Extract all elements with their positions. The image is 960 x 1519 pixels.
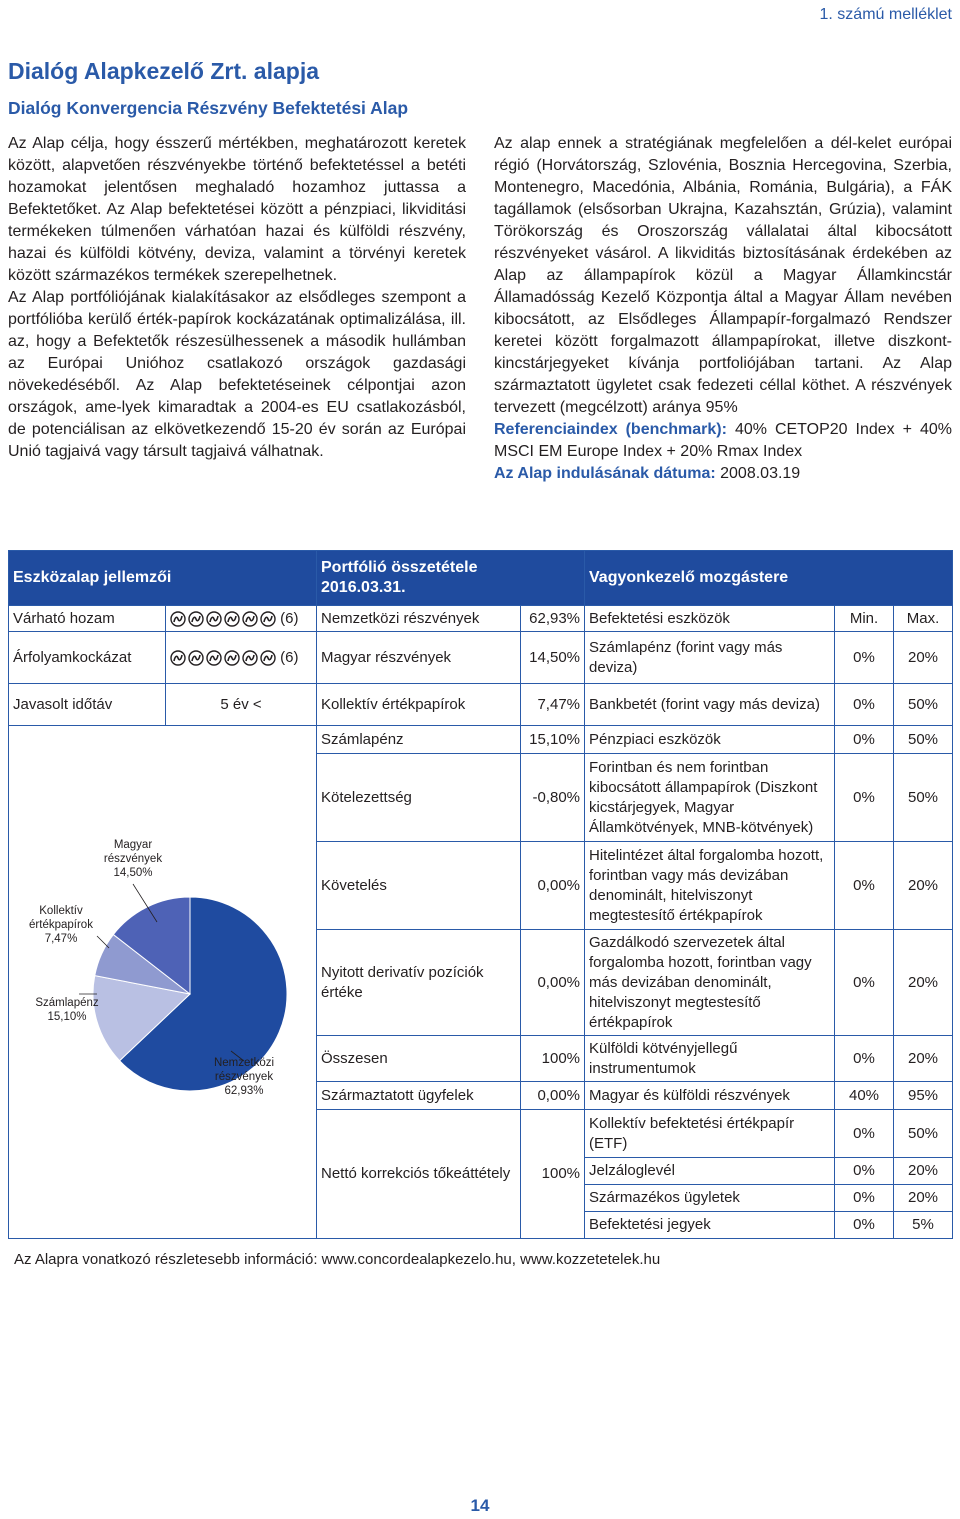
more-info-text: Az Alapra vonatkozó részletesebb információ: www.concordealapkezelo.hu, www.kozzetetelek.hu	[14, 1251, 661, 1268]
price-risk-rating	[166, 632, 317, 684]
feature-label: Várható hozam	[9, 606, 166, 632]
risk-rating-icon	[260, 611, 276, 627]
mandate-min: 0%	[835, 930, 894, 1036]
mandate-header-name: Befektetési eszközök	[585, 606, 835, 632]
fund-title: Dialóg Konvergencia Részvény Befektetési Alap	[8, 98, 409, 118]
mandate-name: Forintban és nem forintban kibocsátott állampapírok (Diszkont kicstárjegyek, Magyar Államkötvények, MNB-kötvények)	[585, 754, 835, 842]
pie-label-line: 62,93%	[224, 1085, 264, 1097]
mandate-header-min: Min.	[835, 606, 894, 632]
mandate-name: Hitelintézet által forgalomba hozott, forintban vagy más devizában denominált, hitelviszonyt megtestesítő értékpapírok	[585, 842, 835, 930]
portfolio-name: Származtatott ügyfelek	[317, 1082, 521, 1110]
mandate-max: 5%	[894, 1212, 953, 1239]
expected-return-rating	[166, 606, 317, 632]
mandate-name: Számlapénz (forint vagy más deviza)	[585, 632, 835, 684]
table-row	[9, 606, 953, 632]
feature-label: Árfolyamkockázat	[9, 632, 166, 684]
risk-rating-icon	[206, 611, 222, 627]
pie-label-cash	[29, 996, 105, 1024]
rating-value: (6)	[280, 648, 299, 666]
mandate-name: Kollektív befektetési értékpapír (ETF)	[585, 1110, 835, 1158]
portfolio-pie-chart	[9, 726, 309, 1236]
mandate-header-max: Max.	[894, 606, 953, 632]
mandate-max: 20%	[894, 632, 953, 684]
start-date-label: Az Alap indulásának dátuma:	[494, 465, 716, 482]
mandate-name: Pénzpiaci eszközök	[585, 726, 835, 754]
benchmark-label: Referenciaindex (benchmark):	[494, 421, 727, 438]
pie-label-line: 15,10%	[47, 1011, 87, 1023]
risk-rating-icon	[260, 650, 276, 666]
company-title: Dialóg Alapkezelő Zrt. alapja	[8, 58, 320, 84]
header-features: Eszközalap jellemzői	[9, 551, 317, 606]
mandate-max: 50%	[894, 684, 953, 726]
mandate-max: 50%	[894, 1110, 953, 1158]
rating-value: (6)	[280, 609, 299, 627]
header-portfolio-title: Portfólió összetétele	[321, 559, 478, 576]
pie-label-line: részvények	[214, 1071, 274, 1083]
benchmark-paragraph	[494, 419, 952, 463]
start-date-value: 2008.03.19	[720, 465, 801, 482]
portfolio-name: Kötelezettség	[317, 754, 521, 842]
portfolio-name: Nyitott derivatív pozíciók értéke	[317, 930, 521, 1036]
mandate-max: 95%	[894, 1082, 953, 1110]
horizon-value: 5 év <	[166, 684, 317, 726]
portfolio-pie-chart-cell	[9, 726, 317, 1239]
mandate-max: 20%	[894, 1158, 953, 1185]
pie-label-line: részvények	[103, 853, 163, 865]
feature-label: Javasolt időtáv	[9, 684, 166, 726]
benchmark-value: 40% CETOP20 Index + 40% MSCI EM Europe Index + 20% Rmax Index	[494, 421, 953, 460]
mandate-max: 20%	[894, 1036, 953, 1082]
mandate-min: 0%	[835, 754, 894, 842]
mandate-min: 0%	[835, 684, 894, 726]
start-date-paragraph	[494, 463, 952, 485]
pie-label-line: Nemzetközi	[213, 1057, 275, 1069]
fund-characteristics-table	[8, 550, 953, 1239]
table-row	[9, 632, 953, 684]
portfolio-name: Követelés	[317, 842, 521, 930]
risk-rating-icon	[224, 611, 240, 627]
mandate-name: Magyar és külföldi részvények	[585, 1082, 835, 1110]
portfolio-name: Nettó korrekciós tőkeáttétely	[317, 1110, 521, 1239]
pie-label-line: értékpapírok	[29, 919, 93, 931]
risk-rating-icon	[188, 650, 204, 666]
mandate-min: 0%	[835, 1110, 894, 1158]
mandate-max: 20%	[894, 1185, 953, 1212]
mandate-max: 20%	[894, 842, 953, 930]
mandate-min: 0%	[835, 1036, 894, 1082]
risk-rating-icon	[170, 650, 186, 666]
mandate-min: 0%	[835, 632, 894, 684]
risk-rating-icon	[206, 650, 222, 666]
table-header-row	[9, 551, 953, 606]
mandate-min: 0%	[835, 1212, 894, 1239]
portfolio-value: 0,00%	[521, 1082, 585, 1110]
pie-label-line: Számlapénz	[35, 997, 99, 1009]
portfolio-value: 100%	[521, 1110, 585, 1239]
mandate-name: Külföldi kötvényjellegű instrumentumok	[585, 1036, 835, 1082]
risk-rating-icon	[188, 611, 204, 627]
pie-label-line: 14,50%	[113, 867, 153, 879]
mandate-name: Bankbetét (forint vagy más deviza)	[585, 684, 835, 726]
mandate-min: 0%	[835, 1185, 894, 1212]
pie-label-line: 7,47%	[44, 933, 78, 945]
table-row	[9, 726, 953, 754]
portfolio-principle-paragraph: Az Alap portfóliójának kialakításakor az elsődleges szempont a portfólióba kerülő érték-papírok kockázatának optimalizálása, ill. az, hogy a Befektetők részesülhessenek a második hullámban az Európai Unióhoz csatlakozó országok gazdasági növekedéséből. Az Alap befektetéseinek célpontjai azon országok, ame-lyek kimaradtak a 2004-es EU csatlakozásból, de potenciálisan az elkövetkezendő 15-20 év során az Európai Unió tagjaivá vagy társult tagjaivá válhatnak.	[8, 289, 466, 460]
header-mandate: Vagyonkezelő mozgástere	[585, 551, 953, 606]
page-number: 14	[470, 1496, 490, 1515]
pie-label-line: Magyar	[113, 839, 153, 851]
portfolio-value: 14,50%	[521, 632, 585, 684]
table-row	[9, 684, 953, 726]
risk-rating-icon	[170, 611, 186, 627]
portfolio-value: 100%	[521, 1036, 585, 1082]
portfolio-value: -0,80%	[521, 754, 585, 842]
rating-icons	[170, 650, 276, 666]
portfolio-value: 15,10%	[521, 726, 585, 754]
portfolio-name: Összesen	[317, 1036, 521, 1082]
portfolio-name: Kollektív értékpapírok	[317, 684, 521, 726]
mandate-max: 50%	[894, 726, 953, 754]
fund-description-right	[494, 133, 952, 485]
mandate-max: 20%	[894, 930, 953, 1036]
strategy-paragraph: Az alap ennek a stratégiának megfelelően a dél-kelet európai régió (Horvátország, Szlovénia, Bosznia Hercegovina, Szerbia, Montenegro, Macedónia, Albánia, Románia, Bulgária), a FÁK tagállamok (elsősorban Ukrajna, Kazahsztán, Grúzia), valamint Törökország és Oroszország vállalatai által kibocsátott részvényeket vásárol. A likviditás biztosításának érdekében az Alap az állampapírok közül a Magyar Államkincstár Államadósság Kezelő Központja által a Magyar Állam nevében kibocsátott, az Elsődleges Állampapír-forgalmazó Rendszer keretei között forgalmazott állampapírokat, illetve diszkont-kincstárjegyeket kívánja portfoliójában tartani. Az Alap származtatott ügyletet csak fedezeti céllal köthet. A részvények tervezett (megcélzott) aránya 95%	[494, 135, 952, 416]
portfolio-value: 7,47%	[521, 684, 585, 726]
mandate-name: Származékos ügyletek	[585, 1185, 835, 1212]
pie-label-line: Kollektív	[39, 905, 83, 917]
header-portfolio-date: 2016.03.31.	[321, 579, 406, 596]
risk-rating-icon	[242, 650, 258, 666]
mandate-min: 0%	[835, 1158, 894, 1185]
portfolio-value: 0,00%	[521, 842, 585, 930]
mandate-min: 0%	[835, 842, 894, 930]
pie-label-collective	[23, 904, 99, 946]
annex-label: 1. számú melléklet	[819, 6, 952, 23]
mandate-min: 0%	[835, 726, 894, 754]
fund-goal-paragraph: Az Alap célja, hogy ésszerű mértékben, meghatározott keretek között, alapvetően részvényekbe történő befektetéssel a betéti hozamokat jelentősen meghaladó hozamhoz juttassa a Befektetőket. Az Alap befektetései között a pénzpiaci, likviditási termékeken túlmenően várhatóan hazai és külföldi részvény, hazai és külföldi kötvény, deviza, valamint a törvényi keretek között származékos termékek szerepelhetnek.	[8, 135, 466, 284]
header-portfolio	[317, 551, 585, 606]
portfolio-name: Számlapénz	[317, 726, 521, 754]
mandate-name: Gazdálkodó szervezetek által forgalomba hozott, forintban vagy más devizában denominált, hitelviszonyt megtestesítő értékpapírok	[585, 930, 835, 1036]
portfolio-value: 62,93%	[521, 606, 585, 632]
mandate-name: Befektetési jegyek	[585, 1212, 835, 1239]
pie-label-hungarian	[95, 838, 171, 880]
portfolio-name: Nemzetközi részvények	[317, 606, 521, 632]
risk-rating-icon	[224, 650, 240, 666]
mandate-min: 40%	[835, 1082, 894, 1110]
portfolio-name: Magyar részvények	[317, 632, 521, 684]
rating-icons	[170, 611, 276, 627]
risk-rating-icon	[242, 611, 258, 627]
portfolio-value: 0,00%	[521, 930, 585, 1036]
mandate-name: Jelzáloglevél	[585, 1158, 835, 1185]
pie-label-international	[209, 1056, 279, 1098]
mandate-max: 50%	[894, 754, 953, 842]
fund-description-left	[8, 133, 466, 463]
